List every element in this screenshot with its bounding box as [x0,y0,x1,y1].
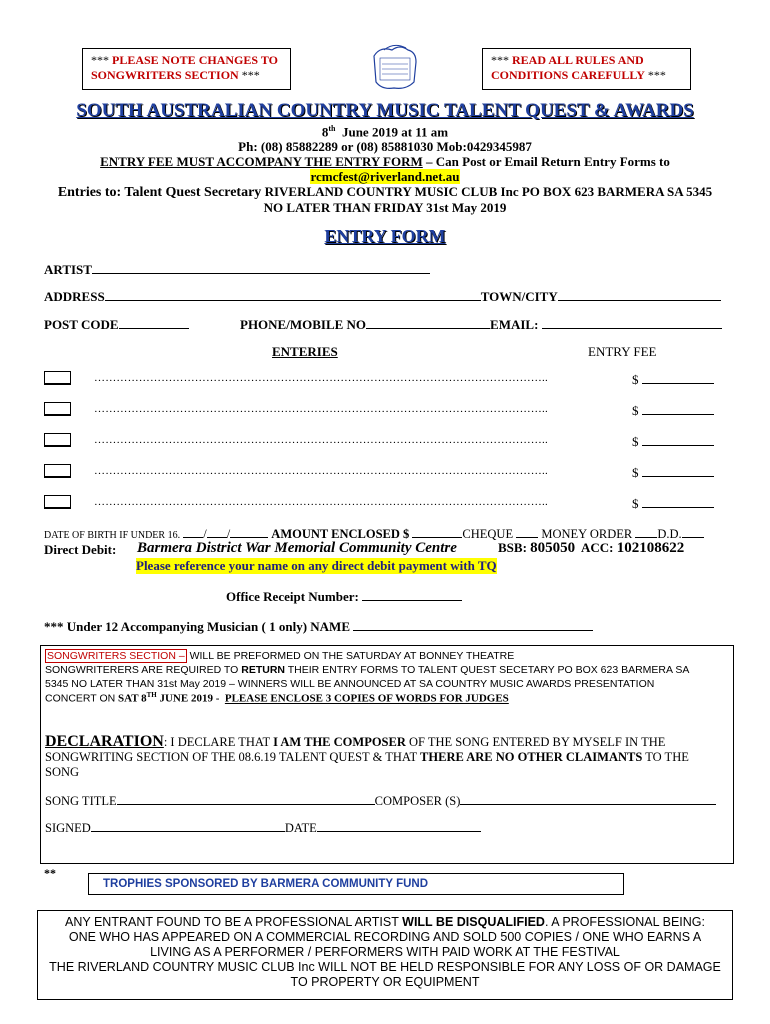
entry-fee-1[interactable]: $ [632,372,714,388]
disq-line-5: TO PROPERTY OR EQUIPMENT [290,975,480,989]
under12-name-field[interactable] [353,619,593,631]
deadline: NO LATER THAN FRIDAY 31st May 2019 [263,200,507,215]
address-row: ADDRESS TOWN/CITY [44,289,721,305]
trophies-text: TROPHIES SPONSORED BY BARMERA COMMUNITY FUND [103,878,429,890]
disq-line-1: ANY ENTRANT FOUND TO BE A PROFESSIONAL ARTIST WILL BE DISQUALIFIED. A PROFESSIONAL BEING: [65,915,705,929]
songwriters-line-1: SONGWRITERS SECTION – WILL BE PREFORMED ON THE SATURDAY AT BONNEY THEATRE [47,650,515,662]
entry-checkbox-3[interactable] [44,433,71,447]
song-title-field[interactable] [117,793,375,805]
notice-rules-text: READ ALL RULES AND CONDITIONS CAREFULLY [491,53,645,82]
entry-checkbox-1[interactable] [44,371,71,385]
event-date: 8th June 2019 at 11 am [321,124,449,140]
artist-row: ARTIST [44,262,430,278]
notice-suffix: *** [241,68,260,82]
address-field[interactable] [105,289,481,301]
disq-line-2: ONE WHO HAS APPEARED ON A COMMERCIAL RECORDING AND SOLD 500 COPIES / ONE WHO EARNS A [68,930,702,944]
notice-rules-box [482,48,691,90]
notice-changes-box [82,48,291,90]
phone-row: PHONE/MOBILE NO EMAIL: [240,317,722,333]
money-order-field[interactable] [635,526,657,538]
phone-field[interactable] [366,317,490,329]
bank-name: Barmera District War Memorial Community Centre [137,540,457,556]
entry-fee-2[interactable]: $ [632,403,714,419]
club-logo [366,42,424,94]
disq-line-3: LIVING AS A PERFORMER / PERFORMERS WITH PAID WORK AT THE FESTIVAL [150,945,620,959]
footer-stars: ** [44,866,56,880]
office-receipt-field[interactable] [362,589,462,601]
entry-line-2[interactable]: ………………………………………………………………………………………………………….. [94,403,548,415]
form-heading: ENTRY FORM [324,226,446,246]
signed-field[interactable] [91,820,285,832]
notice-prefix: *** [91,53,109,67]
town-field[interactable] [558,289,721,301]
entry-line-4[interactable]: ………………………………………………………………………………………………………….. [94,465,548,477]
contact-email[interactable]: rcmcfest@riverland.net.au [310,169,460,184]
entry-fee-4[interactable]: $ [632,465,714,481]
disqualification-box [37,910,733,1000]
postcode-field[interactable] [119,317,189,329]
under12-row: *** Under 12 Accompanying Musician ( 1 only) NAME [44,619,593,635]
entry-checkbox-2[interactable] [44,402,71,416]
entry-checkbox-4[interactable] [44,464,71,478]
entry-checkbox-5[interactable] [44,495,71,509]
signed-row: SIGNED DATE [45,820,481,836]
entry-fee-5[interactable]: $ [632,496,714,512]
amount-field[interactable] [412,526,462,538]
entry-fee-3[interactable]: $ [632,434,714,450]
contact-phone: Ph: (08) 85882289 or (08) 85881030 Mob:0429345987 [238,139,532,154]
entries-to: Entries to: Talent Quest Secretary RIVERLAND COUNTRY MUSIC CLUB Inc PO BOX 623 BARMERA SA 5345 [57,184,713,200]
office-receipt-row: Office Receipt Number: [226,589,462,605]
notice-prefix: *** [491,53,509,67]
date-field[interactable] [317,820,481,832]
direct-debit-row: Direct Debit: [44,542,117,557]
songwriters-line-3: 5345 NO LATER THAN 31st May 2019 – WINNERS WILL BE ANNOUNCED AT SA COUNTRY MUSIC AWARDS PRESENTATION [45,678,655,690]
entry-fee-note: ENTRY FEE MUST ACCOMPANY THE ENTRY FORM – Can Post or Email Return Entry Forms to [100,154,670,169]
songwriters-line-4: CONCERT ON SAT 8TH JUNE 2019 - PLEASE ENCLOSE 3 COPIES OF WORDS FOR JUDGES [45,691,509,705]
payment-row: DATE OF BIRTH IF UNDER 16. / / AMOUNT ENCLOSED $ CHEQUE MONEY ORDER D.D. [44,526,704,542]
bank-details: BSB: 805050 ACC: 102108622 [498,540,685,556]
entry-fee-header: ENTRY FEE [588,344,657,359]
dob-year[interactable] [230,526,268,538]
entry-line-3[interactable]: ………………………………………………………………………………………………………….. [94,434,548,446]
disq-line-4: THE RIVERLAND COUNTRY MUSIC CLUB Inc WILL NOT BE HELD RESPONSIBLE FOR ANY LOSS OF OR DAMAGE [49,960,721,974]
email-field[interactable] [542,317,722,329]
artist-field[interactable] [92,262,430,274]
entry-line-5[interactable]: ………………………………………………………………………………………………………….. [94,496,548,508]
notice-suffix: *** [647,68,666,82]
reference-note: Please reference your name on any direct debit payment with TQ [136,558,497,573]
notice-changes-text: PLEASE NOTE CHANGES TO SONGWRITERS SECTION [91,53,278,82]
entry-line-1[interactable]: ………………………………………………………………………………………………………….. [94,372,548,384]
entries-header: ENTERIES [272,344,338,359]
page-title: SOUTH AUSTRALIAN COUNTRY MUSIC TALENT QUEST & AWARDS [76,100,694,121]
dob-day[interactable] [183,526,203,538]
dd-field[interactable] [682,526,704,538]
cheque-field[interactable] [516,526,538,538]
dob-month[interactable] [207,526,227,538]
songwriters-box [40,645,734,864]
email-line [0,169,770,185]
declaration: DECLARATION: I DECLARE THAT I AM THE COMPOSER OF THE SONG ENTERED BY MYSELF IN THE SONGWRITING SECTION OF THE 08.6.19 TALENT QUEST & THAT THERE ARE NO OTHER CLAIMANTS TO THE SONG [45,733,689,779]
postcode-row: POST CODE [44,317,189,333]
songwriters-line-2: SONGWRITERERS ARE REQUIRED TO RETURN THEIR ENTRY FORMS TO TALENT QUEST SECETARY PO BOX 623 BARMERA SA [45,664,690,676]
composer-field[interactable] [460,793,716,805]
song-title-row: SONG TITLE COMPOSER (S) [45,793,716,809]
trophies-box [88,873,624,895]
